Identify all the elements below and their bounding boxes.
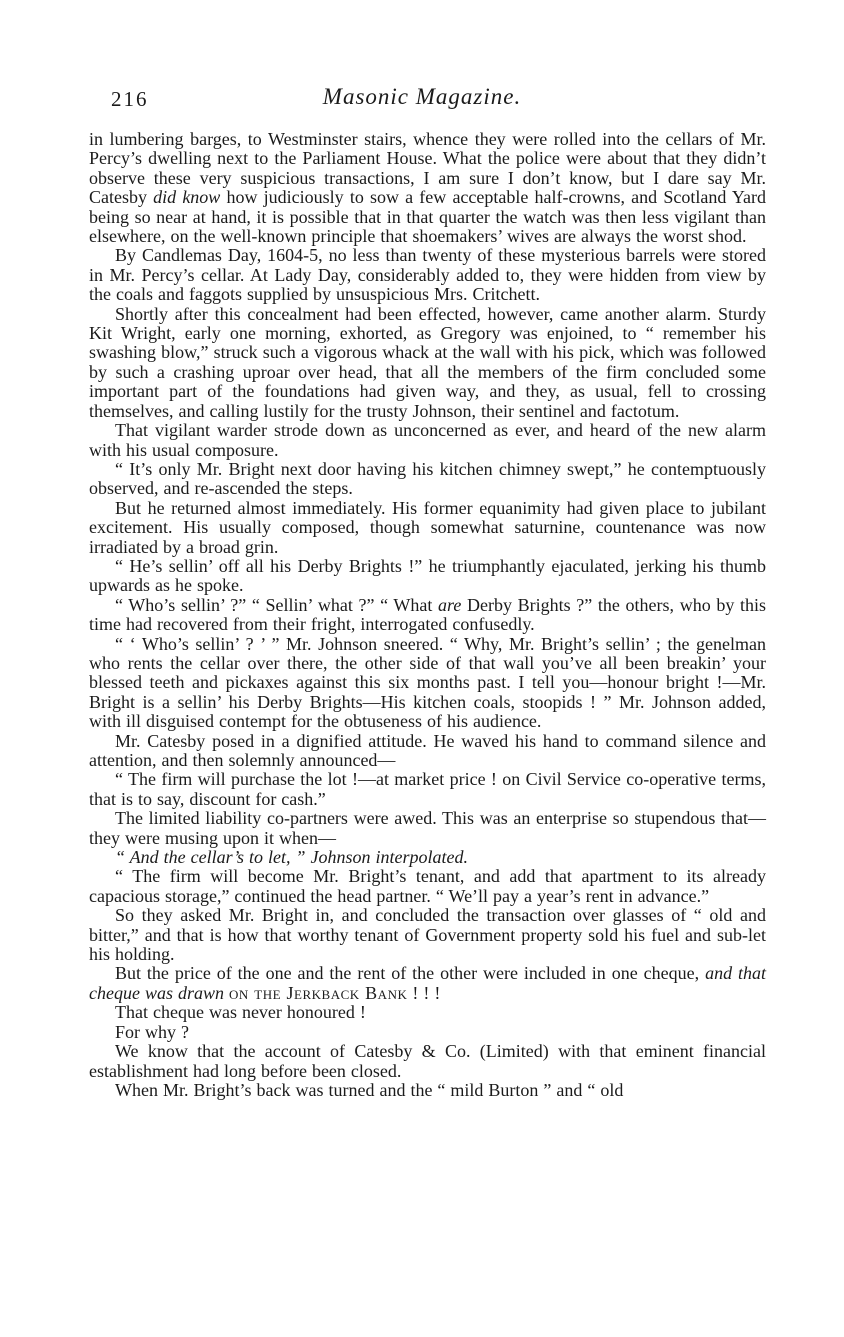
text-segment: did know (153, 187, 221, 208)
paragraph (89, 421, 766, 460)
text-segment: Derby Brights ?” the others, who by this time had recovered from their fright, interrogated confusedly. (89, 594, 766, 635)
text-segment: are (438, 594, 462, 615)
text-segment: on the Jerkback Bank (229, 982, 408, 1003)
paragraph (89, 964, 766, 1003)
text-segment: “ ‘ Who’s sellin’ ? ’ ” Mr. Johnson sneered. “ Why, Mr. Bright’s sellin’ ; the genelman who rents the cellar over there, the other side of that wall you’ve all been breakin’ your blessed teeth and pickaxes against this six months past. I tell you—honour bright !—Mr. Bright is a sellin’ his Derby Brights—His kitchen coals, stoopids ! ” Mr. Johnson added, with ill disguised contempt for the obtuseness of his audience. (89, 633, 766, 732)
paragraph (89, 557, 766, 596)
magazine-title: Masonic Magazine. (322, 84, 522, 109)
text-segment: We know that the account of Catesby & Co. (Limited) with that eminent financial establishment had long before been closed. (89, 1041, 766, 1081)
text-segment: ! ! ! (407, 982, 441, 1003)
text-segment: The limited liability co-partners were awed. This was an enterprise so stupendous that—they were musing upon it when— (89, 808, 766, 848)
paragraph (89, 906, 766, 964)
text-segment: So they asked Mr. Bright in, and concluded the transaction over glasses of “ old and bitter,” and that is how that worthy tenant of Government property sold his fuel and sub-let his holding. (89, 905, 766, 965)
paragraph (89, 1003, 766, 1022)
text-segment: “ And the cellar’s to let, ” Johnson interpolated. (115, 847, 468, 868)
text-segment: Mr. Catesby posed in a dignified attitude. He waved his hand to command silence and attention, and then solemnly announced— (89, 730, 766, 770)
text-segment: By Candlemas Day, 1604-5, no less than twenty of these mysterious barrels were stored in Mr. Percy’s cellar. At Lady Day, considerably added to, they were hidden from view by the coals and faggots supplied by unsuspicious Mrs. Critchett. (89, 245, 766, 305)
paragraph (89, 460, 766, 499)
text-segment: But the price of the one and the rent of the other were included in one cheque, (115, 963, 706, 984)
page-number: 216 (111, 87, 149, 111)
paragraph (89, 635, 766, 732)
text-segment: in lumbering barges, to Westminster stairs, whence they were rolled into the cellars of Mr. Percy’s dwelling next to the Parliament House. What the police were about that they didn’t observe these very suspicious transactions, I am sure I don’t know, but I dare say Mr. Catesby (89, 129, 766, 208)
paragraph (89, 246, 766, 304)
text-segment: and that cheque was drawn (89, 963, 766, 1003)
paragraph (89, 848, 766, 867)
text-segment: For why ? (115, 1021, 189, 1042)
text-segment: “ Who’s sellin’ ?” “ Sellin’ what ?” “ What (115, 594, 439, 615)
paragraph (89, 809, 766, 848)
page-header (0, 84, 844, 116)
text-segment: But he returned almost immediately. His former equanimity had given place to jubilant excitement. His usually composed, though somewhat saturnine, countenance was now irradiated by a broad grin. (89, 497, 766, 557)
text-segment: Shortly after this concealment had been effected, however, came another alarm. Sturdy Kit Wright, early one morning, exhorted, as Gregory was enjoined, to “ remember his swashing blow,” struck such a vigorous whack at the wall with his pick, which was followed by such a crashing uproar over head, that all the members of the firm concluded some important part of the foundations had given way, and they, as usual, fell to crossing themselves, and calling lustily for the trusty Johnson, their sentinel and factotum. (89, 303, 766, 421)
text-segment: “ The firm will purchase the lot !—at market price ! on Civil Service co-operative terms, that is to say, discount for cash.” (89, 769, 766, 809)
text-segment: “ The firm will become Mr. Bright’s tenant, and add that apartment to its already capacious storage,” continued the head partner. “ We’ll pay a year’s rent in advance.” (89, 866, 766, 906)
paragraph (89, 130, 766, 246)
text-segment: When Mr. Bright’s back was turned and the “ mild Burton ” and “ old (115, 1079, 624, 1100)
paragraph (89, 596, 766, 635)
paragraph (89, 1081, 766, 1100)
paragraph (89, 770, 766, 809)
paragraph (89, 1042, 766, 1081)
paragraph (89, 732, 766, 771)
article-text (89, 130, 766, 1100)
text-segment: how judiciously to sow a few acceptable half-crowns, and Scotland Yard being so near at hand, it is possible that in that quarter the watch was then less vigilant than elsewhere, on the well-known principle that shoemakers’ wives are always the worst shod. (89, 187, 766, 247)
text-segment: “ It’s only Mr. Bright next door having his kitchen chimney swept,” he contemptuously observed, and re-ascended the steps. (89, 458, 766, 499)
paragraph (89, 499, 766, 557)
text-segment: That vigilant warder strode down as unconcerned as ever, and heard of the new alarm with his usual composure. (89, 420, 766, 460)
text-segment: That cheque was never honoured ! (115, 1002, 366, 1023)
paragraph (89, 1023, 766, 1042)
paragraph (89, 305, 766, 421)
paragraph (89, 867, 766, 906)
text-segment: “ He’s sellin’ off all his Derby Brights !” he triumphantly ejaculated, jerking his thumb upwards as he spoke. (89, 555, 766, 596)
